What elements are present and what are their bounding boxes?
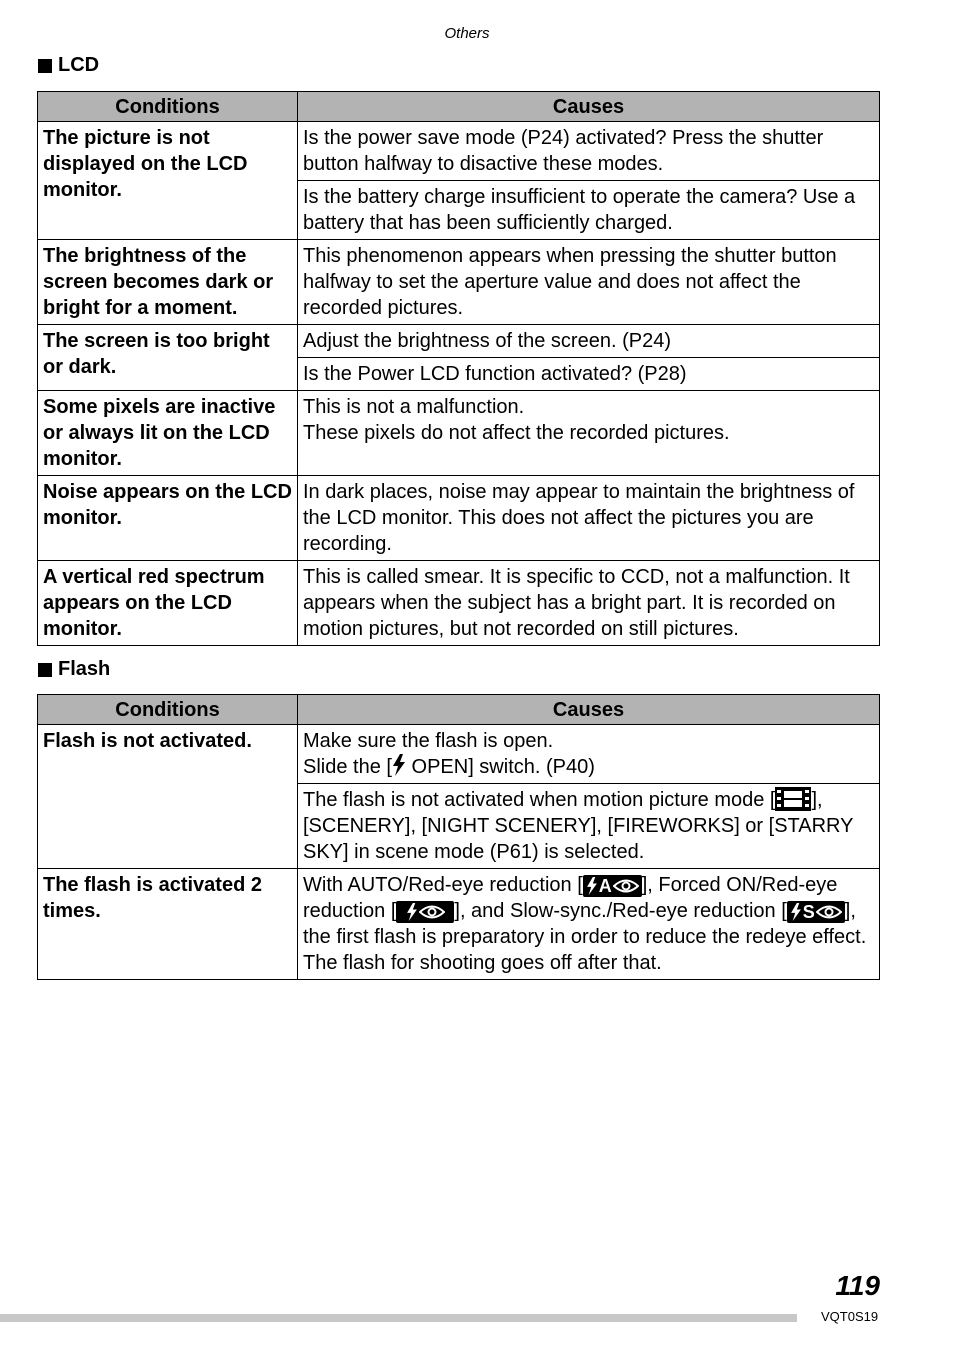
condition-cell: The picture is not displayed on the LCD monitor.: [38, 122, 298, 240]
condition-cell: A vertical red spectrum appears on the LCD monitor.: [38, 561, 298, 646]
condition-cell: The flash is activated 2 times.: [38, 869, 298, 980]
table-row: [38, 869, 880, 980]
cause-cell: In dark places, noise may appear to maintain the brightness of the LCD monitor. This does not affect the pictures you are recording.: [298, 476, 880, 561]
condition-cell: The screen is too bright or dark.: [38, 325, 298, 391]
condition-cell: Flash is not activated.: [38, 725, 298, 869]
flash-section-title: [38, 658, 110, 681]
badge-letter: S: [802, 902, 815, 922]
header-section-label: Others: [444, 25, 490, 42]
lcd-section-title: [38, 54, 99, 77]
cause-text: With AUTO/Red-eye reduction [: [303, 874, 583, 896]
document-code: VQT0S19: [821, 1309, 879, 1324]
lcd-header-causes: Causes: [298, 92, 880, 122]
flash-header-causes: Causes: [298, 695, 880, 725]
table-row: [38, 561, 880, 646]
lcd-title-text: LCD: [58, 54, 100, 76]
flash-bolt-icon: [586, 877, 598, 895]
flash-forced-redeye-badge: [396, 901, 454, 923]
cause-cell: Is the power save mode (P24) activated? Press the shutter button halfway to disactive these modes.: [298, 122, 880, 181]
cause-cell: This is called smear. It is specific to CCD, not a malfunction. It appears when the subject has a bright part. It is recorded on motion pictures, but not recorded on still pictures.: [298, 561, 880, 646]
lcd-table: [37, 91, 880, 646]
badge-letter: A: [598, 876, 612, 896]
square-bullet-icon: [38, 59, 52, 73]
red-eye-icon: [419, 904, 445, 920]
cause-cell: [298, 391, 880, 476]
red-eye-icon: [816, 904, 842, 920]
flash-bolt-icon: [406, 903, 418, 921]
cause-text: OPEN] switch. (P40): [405, 756, 595, 778]
cause-text: ], and Slow-sync./Red-eye reduction [: [454, 900, 787, 922]
flash-header-conditions: Conditions: [38, 695, 298, 725]
flash-table: [37, 694, 880, 980]
red-eye-icon: [613, 878, 639, 894]
cause-cell: [298, 784, 880, 869]
cause-text: ], [SCENERY], [NIGHT SCENERY], [FIREWORKS] or [STARRY SKY] in scene mode (P61) is selected.: [303, 789, 854, 863]
flash-bolt-icon: [392, 754, 406, 776]
condition-cell: Noise appears on the LCD monitor.: [38, 476, 298, 561]
condition-cell: The brightness of the screen becomes dark or bright for a moment.: [38, 240, 298, 325]
cause-text: Slide the [: [303, 756, 392, 778]
cause-cell: [298, 725, 880, 784]
table-row: [38, 725, 880, 784]
cause-cell: [298, 869, 880, 980]
condition-cell: Some pixels are inactive or always lit on the LCD monitor.: [38, 391, 298, 476]
flash-slow-redeye-badge: [787, 901, 845, 923]
cause-cell: This phenomenon appears when pressing the shutter button halfway to set the aperture value and does not affect the recorded pictures.: [298, 240, 880, 325]
cause-text: ], the first flash is preparatory in order to reduce the redeye effect. The flash for shooting goes off after that.: [303, 900, 867, 974]
cause-text: ], Forced ON/Red-eye reduction [: [303, 874, 838, 922]
flash-title-text: Flash: [58, 658, 111, 680]
cause-cell: Is the battery charge insufficient to operate the camera? Use a battery that has been sufficiently charged.: [298, 181, 880, 240]
flash-bolt-icon: [790, 903, 802, 921]
cause-line: [303, 754, 874, 780]
table-row: [38, 391, 880, 476]
footer-divider-bar: [0, 1314, 797, 1322]
table-row: [38, 476, 880, 561]
cause-line: Make sure the flash is open.: [303, 730, 554, 752]
cause-line: This is not a malfunction.: [303, 396, 525, 418]
cause-cell: Adjust the brightness of the screen. (P24): [298, 325, 880, 358]
cause-cell: Is the Power LCD function activated? (P28): [298, 358, 880, 391]
cause-line: These pixels do not affect the recorded pictures.: [303, 422, 730, 444]
cause-text: The flash is not activated when motion picture mode [: [303, 789, 776, 811]
page-number: 119: [835, 1270, 880, 1301]
lcd-header-conditions: Conditions: [38, 92, 298, 122]
motion-picture-icon: [775, 787, 811, 811]
table-row: [38, 240, 880, 325]
table-row: [38, 325, 880, 358]
flash-auto-redeye-badge: [583, 875, 642, 897]
table-row: [38, 122, 880, 181]
square-bullet-icon: [38, 663, 52, 677]
